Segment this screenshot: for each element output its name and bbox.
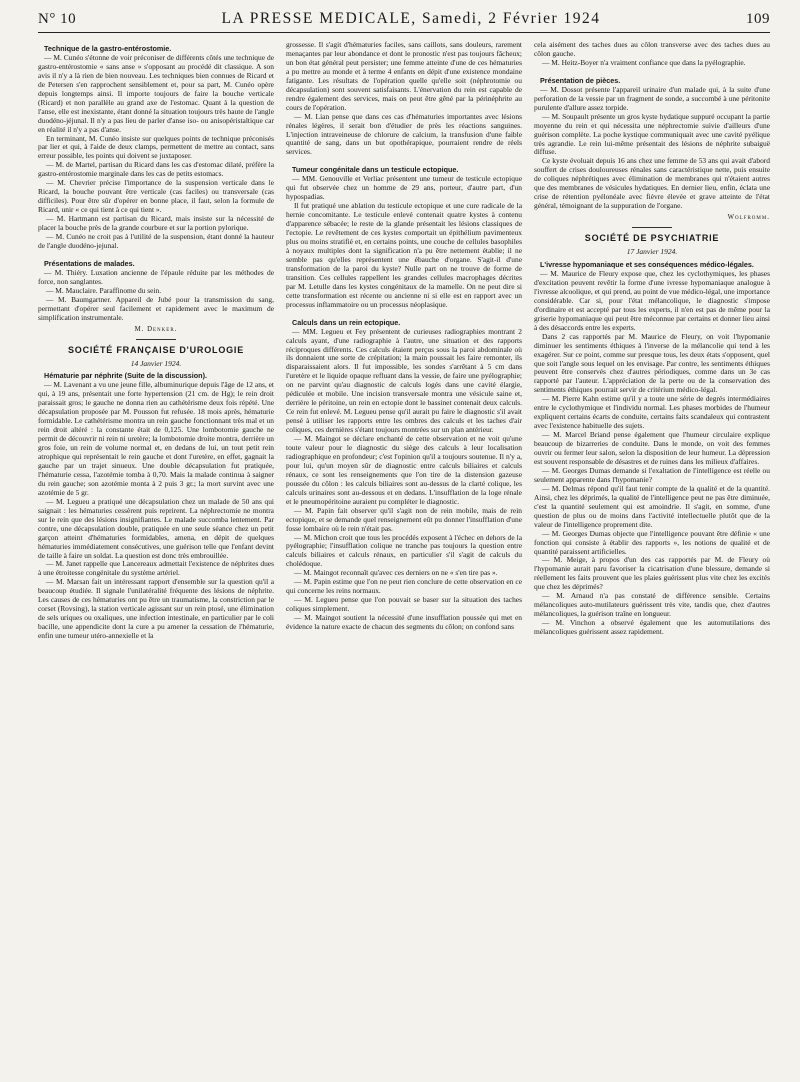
paragraph: — M. Legueu a pratiqué une décapsulation chez un malade de 50 ans qui saignait : les hématuries cessèrent puis reprirent. La néphrectomie ne montra sur le rein que des lésions insignifiantes. Le malade succomba lentement. Par contre, une décapsulation double, pratiquée en une seule séance chez un petit garçon atteint d'hématuries formidables, amena, en dépit de quelques hématuries immédiatement consécutives, une guérison telle que l'enfant devint de taille à faire un soldat. La question est donc très embrouillée. (38, 496, 274, 560)
paragraph: — M. Arnaud n'a pas constaté de différence sensible. Certains mélancoliques auto-mutilateurs guérissent très vite, tandis que, chez d'autres mélancoliques, la guérison traîne en longueur. (534, 591, 770, 619)
paragraph: — M. Mauclaire. Paraffinome du sein. (46, 285, 162, 295)
paragraph: cela aisément des taches dues au côlon transverse avec des taches dues au côlon gauche. (534, 40, 770, 58)
paragraph: — M. Cunéo ne croit pas à l'utilité de la suspension, étant donné la hauteur de l'angle duodéno-jejunal. (38, 232, 274, 250)
paragraph: grossesse. Il s'agit d'hématuries faciles, sans caillots, sans douleurs, rarement menaçantes par leur abondance et dont le pronostic n'est pas toujours fâcheux; un bon état général peut persister; une femme atteinte d'une de ces hématuries a pu mettre au monde et à terme 4 enfants en dépit d'une existence mondaine fatigante. Les résultats de l'opération quelle qu'elle soit (néphrotomie ou décapsulation) sont souvent satisfaisants. L'énervation du rein est capable de rendre également des services, mais on peut être gêné par la périnéphrite au cours de l'opération. (286, 40, 522, 112)
paragraph: — M. Lavenant a vu une jeune fille, albuminurique depuis l'âge de 12 ans, et qui, à 19 ans, présentait une forte hypertension (21 cm. de Hg); le rein droit paraissait gros; le gauche ne donna rien au cathétérisme deux fois répété. Une décapsulation proposée par M. Pousson fut refusée. 18 mois après, hématurie formidable. Le cathétérisme montra un rein gauche fonctionnant très mal et un rein droit altéré : la constante était de 0,125. Une lombotomie gauche ne permit de découvrir ni rein ni uretère; la lombotomie droite montra, derrière un gros foie, un rein de volume normal et, en dedans de lui, un tout petit rein atrophique qui représentait le rein gauche et dont l'uretère, en effet, gagnait la gauche par un trajet sinueux. Une double décapsulation fut pratiquée, l'hématurie cessa, l'azotémie tomba à 0,70. Mais la malade continua à saigner du rein gauche; son azotémie monta à 2 puis 3 gr.; la mort survint avec une azotémie de 5 gr. (38, 380, 274, 497)
paragraph: — MM. Genouville et Verliac présentent une tumeur de testicule ectopique qui fut observée chez un homme de 29 ans, porteur, d'autre part, d'un hypospadias. (286, 174, 522, 202)
paragraph: — M. de Martel, partisan du Ricard dans les cas d'estomac dilaté, préfère la gastro-entérostomie marginale dans les cas de petits estomacs. (38, 160, 274, 179)
paragraph: — M. Lian pense que dans ces cas d'hématuries importantes avec lésions rénales légères, il serait bon d'étudier de près les réactions sanguines. L'injection intraveineuse de chlorure de calcium, la transfusion d'une faible quantité de sang, dans un but opothérapique, pourraient rendre de réels services. (286, 111, 522, 157)
column-3 (534, 41, 770, 637)
paragraph: — M. Marcel Briand pense également que l'humeur circulaire explique beaucoup de bizarreries de conduite. Dans le monde, on voit des femmes ouvrir ou fermer leur salon, selon la disposition de leur humeur. La dépression est souvent responsable de désastres et de ruines dans les milieux d'affaires. (534, 430, 770, 466)
paragraph: — M. Georges Dumas objecte que l'intelligence pouvant être définie « une fonction qui consiste à établir des rapports », les notions de qualité et de quantité paraissent artificielles. (534, 528, 770, 556)
paragraph: Ce kyste évoluait depuis 16 ans chez une femme de 53 ans qui avait d'abord souffert de crises douloureuses rénales sans caractéristique nette, puis ensuite de coliques néphrétiques avec élimination de membranes qui n'étaient autres que des membranes de vésicules hydatiques. En dernier lieu, enfin, éclata une crise de rétention pyélonéale avec fièvre élevée et grave atteinte de l'état général, témoignant de la suppuration de l'organe. (534, 156, 770, 211)
section-heading: Présentation de pièces. (540, 75, 621, 85)
paragraph: — M. Maingot reconnaît qu'avec ces derniers on ne « s'en tire pas ». (294, 568, 498, 578)
paragraph: — M. Cunéo s'étonne de voir préconiser de différents côtés une technique de gastro-entérostomie « sans anse » s'opposant au procédé dit classique. A son avis il n'y a là rien de bien nouveau. Les techniques bien connues de Ricard et de Petersen s'en rapprochent sensiblement et, pour sa part, M. Cunéo opère depuis longtemps ainsi. Il importe toujours de faire la bouche verticale (Ricard) et non parallèle au grand axe de l'estomac. Quant à la question de l'anse, elle est inexistante, étant donné la situation toujours très haute de l'angle duodéno-jéjunal. Il n'y a pas lieu de parler d'anse iso- ou anisopéristaltique car en réalité il n'y a pas d'anse. (38, 52, 274, 134)
paragraph: — MM. Legueu et Fey présentent de curieuses radiographies montrant 2 calculs ayant, d'une radiographie à l'autre, une situation et des rapports réciproques différents. Ces calculs étaient perçus sous la paroi abdominale où ils donnaient une sorte de crépitation; la main poussait les faire remonter, ils disparaissaient alors. Il fut impossible, les sondes s'arrêtant à 5 cm dans l'uretère et le liquide opaque refluant dans la vessie, de faire une pyélographie; on ne parvint qu'au diagnostic de calculs logés dans une cavité élargie, pédiculée et mobile. Une incision transversale montra une vésicule saine et, derrière le péritoine, un rein en ectopie dont le bassinet contenait deux calculs. Ce rein fut enlevé. M. Legueu pense qu'il aurait pu faire le diagnostic s'il avait pensé à utiliser les rapports entre les ombres des calculs et les taches d'air coliques, ces dernières s'étant toujours montrées sur un plan antérieur. (286, 326, 522, 435)
divider (632, 227, 672, 228)
columns (38, 41, 770, 641)
paragraph: — M. Hartmann est partisan du Ricard, mais insiste sur la nécessité de placer la bouche près de la grande courbure et sur la portion pylorique. (38, 214, 274, 233)
paragraph: Il fut pratiqué une ablation du testicule ectopique et une cure radicale de la hernie concomitante. Le testicule enlevé contenait quatre kystes à contenu d'apparence sébacée; le reste de la glande présentait les lésions classiques de l'ectopie. Le revêtement de ces kystes comportait un épithélium pavimenteux plus ou moins stratifié et, en certains points, une couche de cellules basophiles à noyaux multiples dont la signification n'a pu être nettement établie; il ne semble pas qu'elles représentent une ébauche d'organe. S'agit-il d'une transformation de la paroi du kyste? Nulle part on ne trouve de forme de transition. Ces cellules rappellent les grandes cellules macrophages décrites par M. Letulle dans les kystes congénitaux de la mamelle. On ne peut dire si cette transformation est récente ou ancienne ni si elle est en rapport avec un processus inflammatoire ou un processus néoplasique. (286, 201, 522, 309)
page-number: 109 (746, 11, 770, 27)
paragraph: — M. Papin fait observer qu'il s'agit non de rein mobile, mais de rein ectopique, et se demande quel renseignement eût pu donner l'insufflation d'une fosse lombaire où le rein n'était pas. (286, 505, 522, 533)
paragraph: — M. Marsan fait un intéressant rapport d'ensemble sur la question qu'il a beaucoup étudiée. Il signale l'unilatéralité fréquente des lésions de néphrite. Les causes de ces hématuries ont pu être un traumatisme, la constriction par le corset (Rovsing), la station verticale agissant sur un rein ptosé, une élimination de sels uriques ou oxaliques, une infection intestinale, en particulier par le coli bacille, une appendicite dont la cure a pu amener la cessation de l'hématurie, enfin une tumeur utéro-annexielle et la (38, 577, 274, 641)
section-heading: Tumeur congénitale dans un testicule ectopique. (292, 165, 459, 175)
author-signature: Wolfromm. (727, 214, 770, 222)
paragraph: — M. Maingot se déclare enchanté de cette observation et ne voit qu'une toute valeur pour le diagnostic du siège des calculs à leur localisation radiographique en profondeur; c'est l'opinion qu'il a toujours soutenue. Il n'y a, pour lui, qu'un moyen sûr de diagnostic entre calculs biliaires et calculs rénaux, ce sont les renseignements que l'on tire de la distension gazeuse poussée du côlon : les calculs biliaires sont au-dessus de la clarté colique, les calculs urinaires sont au-dessous et en dedans. L'insufflation de la loge rénale et le pneumopéritoine auraient pu compléter le diagnostic. (286, 434, 522, 506)
section-heading: Présentations de malades. (44, 258, 135, 268)
paragraph: — M. Baumgartner. Appareil de Jubé pour la transmission du sang, permettant d'opérer seul facilement et rapidement avec le maximum de simplification instrumentale. (38, 294, 274, 322)
author-signature: M. Denker. (134, 325, 178, 333)
paragraph: — M. Vinchon a observé également que les automutilations des mélancoliques guérissent assez rapidement. (534, 618, 770, 637)
paragraph: — M. Maurice de Fleury expose que, chez les cyclothymiques, les phases d'excitation peuvent revêtir la forme d'une ivresse hypomaniaque analogue à l'ivresse alcoolique, et qui prend, au point de vue médico-légal, une importance considérable. Car si, pour l'état mélancolique, le diagnostic s'impose d'ordinaire et est accepté par tous les experts, il n'en est pas de même pour la griserie hypomaniaque qui peut être méconnue par certains et donner lieu ainsi à des désaccords entre les experts. (534, 268, 770, 332)
paragraph: En terminant, M. Cunéo insiste sur quelques points de technique préconisés par lier et qui, à l'aide de deux clamps, permettent de mettre au contact, sans erreur possible, les points qui doivent se juxtaposer. (38, 133, 274, 161)
paragraph: — M. Chevrier précise l'importance de la suspension verticale dans le Ricard, la bouche pouvant être verticale (cas faciles) ou transversale (cas difficiles). Pour être sûr d'opérer en bonne place, il faut, selon la formule de Ricard, unir « ce qui tient à ce qui tient ». (38, 178, 274, 215)
paragraph: — M. Legueu pense que l'on pouvait se baser sur la situation des taches coliques simplement. (286, 595, 522, 614)
paragraph: — M. Georges Dumas demande si l'exaltation de l'intelligence est réelle ou seulement apparente dans l'hypomanie? (534, 465, 770, 484)
running-header (38, 10, 770, 28)
column-1 (38, 41, 274, 641)
paragraph: — M. Thiéry. Luxation ancienne de l'épaule réduite par les méthodes de force, non sanglantes. (38, 267, 274, 286)
section-heading: Technique de la gastro-entérostomie. (44, 44, 172, 53)
paragraph: — M. Pierre Kahn estime qu'il y a toute une série de degrés intermédiaires entre le cyclothymique et l'individu normal. Les phases morbides de l'humeur expliquent certains écarts de conduite, certains faits scandaleux qui contrastent avec l'existence habituelle des sujets. (534, 394, 770, 431)
journal-title: LA PRESSE MEDICALE, Samedi, 2 Février 1924 (221, 10, 601, 27)
paragraph: — M. Michon croit que tous les procédés exposent à l'échec en dehors de la pyélographie; l'insufflation colique ne tranche pas toujours la question entre calculs biliaires et calculs rénaux, en particulier s'il s'agit de calculs du cholédoque. (286, 532, 522, 569)
paragraph: — M. Soupault présente un gros kyste hydatique suppuré occupant la partie moyenne du rein et qui nécessita une néphrectomie suivie d'ailleurs d'une guérison complète. La poche kystique communiquait avec une cavité pyélique très agrandie. Le rein lui-même présentait des lésions de néphrite subaiguë diffuse. (534, 111, 770, 157)
section-heading: Calculs dans un rein ectopique. (292, 317, 401, 327)
paragraph: Dans 2 cas rapportés par M. Maurice de Fleury, on voit l'hypomanie diminuer les sentiments éthiques à l'inverse de la mélancolie qui tend à les exagérer. Sur ce point, comme sur presque tous, les deux états s'opposent, quel que soit l'angle sous lequel on les envisage. Par contre, les sentiments éthiques peuvent être conservés chez d'autres périodiques, comme dans un 3e cas rapporté par l'auteur. L'appréciation de la perte ou de la conservation des sentiments éthiques pourrait servir de critérium médico-légal. (534, 331, 770, 395)
paragraph: — M. Dossot présente l'appareil urinaire d'un malade qui, à la suite d'une perforation de la vessie par un fragment de sonde, a succombé à une péritonite purulente d'allure assez torpide. (534, 84, 770, 112)
issue-number: N° 10 (38, 11, 77, 27)
society-title: SOCIÉTÉ DE PSYCHIATRIE (584, 233, 720, 244)
paragraph: — M. Meige, à propos d'un des cas rapportés par M. de Fleury où l'hypomanie aurait paru favoriser la cicatrisation d'une blessure, demande si réellement les faits prouvent que les plaies guérissent plus vite chez les excités que chez les déprimés? (534, 555, 770, 592)
header-rule (38, 32, 770, 33)
paragraph: — M. Janet rappelle que Lancereaux admettait l'existence de néphrites dues à une étroitesse congénitale du système artériel. (38, 559, 274, 578)
session-date: 17 Janvier 1924. (626, 247, 678, 257)
paragraph: — M. Maingot soutient la nécessité d'une insufflation poussée qui met en évidence la nature exacte de chacun des segments du côlon; on confond sans (286, 613, 522, 632)
session-date: 14 Janvier 1924. (130, 358, 182, 368)
paragraph: — M. Papin estime que l'on ne peut rien conclure de cette observation en ce qui concerne les reins normaux. (286, 577, 522, 596)
society-title: SOCIÉTÉ FRANÇAISE D'UROLOGIE (67, 344, 245, 355)
column-2 (286, 41, 522, 632)
section-heading: L'ivresse hypomaniaque et ses conséquences médico-légales. (540, 260, 754, 270)
paragraph: — M. Delmas répond qu'il faut tenir compte de la qualité et de la quantité. Ainsi, chez les déprimés, la qualité de l'intelligence peut ne pas être diminuée, c'est la quantité seulement qui est amoindrie. Il s'agit, en somme, d'une question de plus ou de moins dans l'activité intellectuelle plutôt que de la valeur de l'intelligence proprement dite. (534, 483, 770, 529)
paragraph: — M. Heitz-Boyer n'a vraiment confiance que dans la pyélographie. (542, 57, 746, 67)
divider (136, 339, 176, 340)
section-heading: Hématurie par néphrite (Suite de la discussion). (44, 371, 207, 381)
